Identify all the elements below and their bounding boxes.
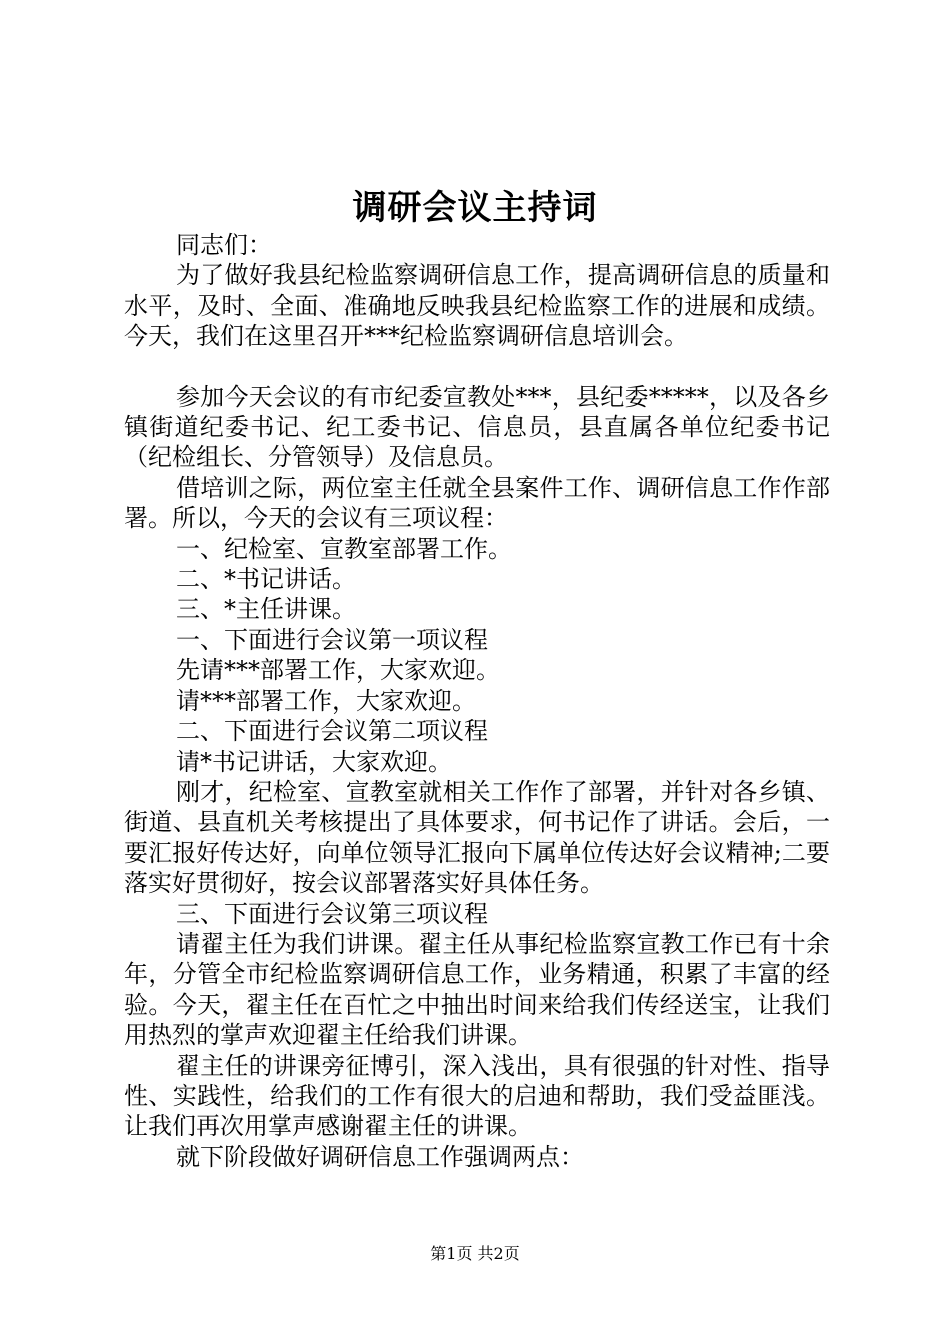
section-heading-3: 三、下面进行会议第三项议程 [176,899,488,928]
paragraph-lecture-thanks: 翟主任的讲课旁征博引，深入浅出，具有很强的针对性、指导性、实践性，给我们的工作有很大的启迪和帮助，我们受益匪浅。让我们再次用掌声感谢翟主任的讲课。 [124,1051,830,1141]
document-body [124,230,830,1172]
section-heading-2: 二、下面进行会议第二项议程 [176,717,488,746]
paragraph-attendees: 参加今天会议的有市纪委宣教处***，县纪委*****，以及各乡镇街道纪委书记、纪工委书记、信息员，县直属各单位纪委书记（纪检组长、分管领导）及信息员。 [124,382,830,472]
agenda-item-1: 一、纪检室、宣教室部署工作。 [176,534,512,563]
paragraph-lecturer-intro: 请翟主任为我们讲课。翟主任从事纪检监察宣教工作已有十余年，分管全市纪检监察调研信息工作，业务精通，积累了丰富的经验。今天，翟主任在百忙之中抽出时间来给我们传经送宝，让我们用热烈的掌声欢迎翟主任给我们讲课。 [124,929,830,1050]
document-title: 调研会议主持词 [352,188,598,228]
paragraph-invite-2: 请***部署工作，大家欢迎。 [176,686,476,715]
agenda-item-3: 三、*主任讲课。 [176,595,356,624]
paragraph-salutation: 同志们： [176,231,272,259]
paragraph-invite-3: 请*书记讲话，大家欢迎。 [176,747,452,776]
paragraph-agenda-intro: 借培训之际，两位室主任就全县案件工作、调研信息工作作部署。所以，今天的会议有三项议程： [124,473,830,533]
agenda-item-2: 二、*书记讲话。 [176,565,356,594]
paragraph-opening: 为了做好我县纪检监察调研信息工作，提高调研信息的质量和水平，及时、全面、准确地反映我县纪检监察工作的进展和成绩。今天，我们在这里召开***纪检监察调研信息培训会。 [124,261,830,351]
page-number-footer: 第1页 共2页 [430,1244,520,1263]
section-heading-1: 一、下面进行会议第一项议程 [176,625,488,654]
paragraph-invite-1: 先请***部署工作，大家欢迎。 [176,656,500,685]
paragraph-summary: 刚才，纪检室、宣教室就相关工作作了部署，并针对各乡镇、街道、县直机关考核提出了具体要求，何书记作了讲话。会后，一要汇报好传达好，向单位领导汇报向下属单位传达好会议精神;二要落实好贯彻好，按会议部署落实好具体任务。 [124,777,830,898]
paragraph-emphasis: 就下阶段做好调研信息工作强调两点： [176,1142,584,1171]
